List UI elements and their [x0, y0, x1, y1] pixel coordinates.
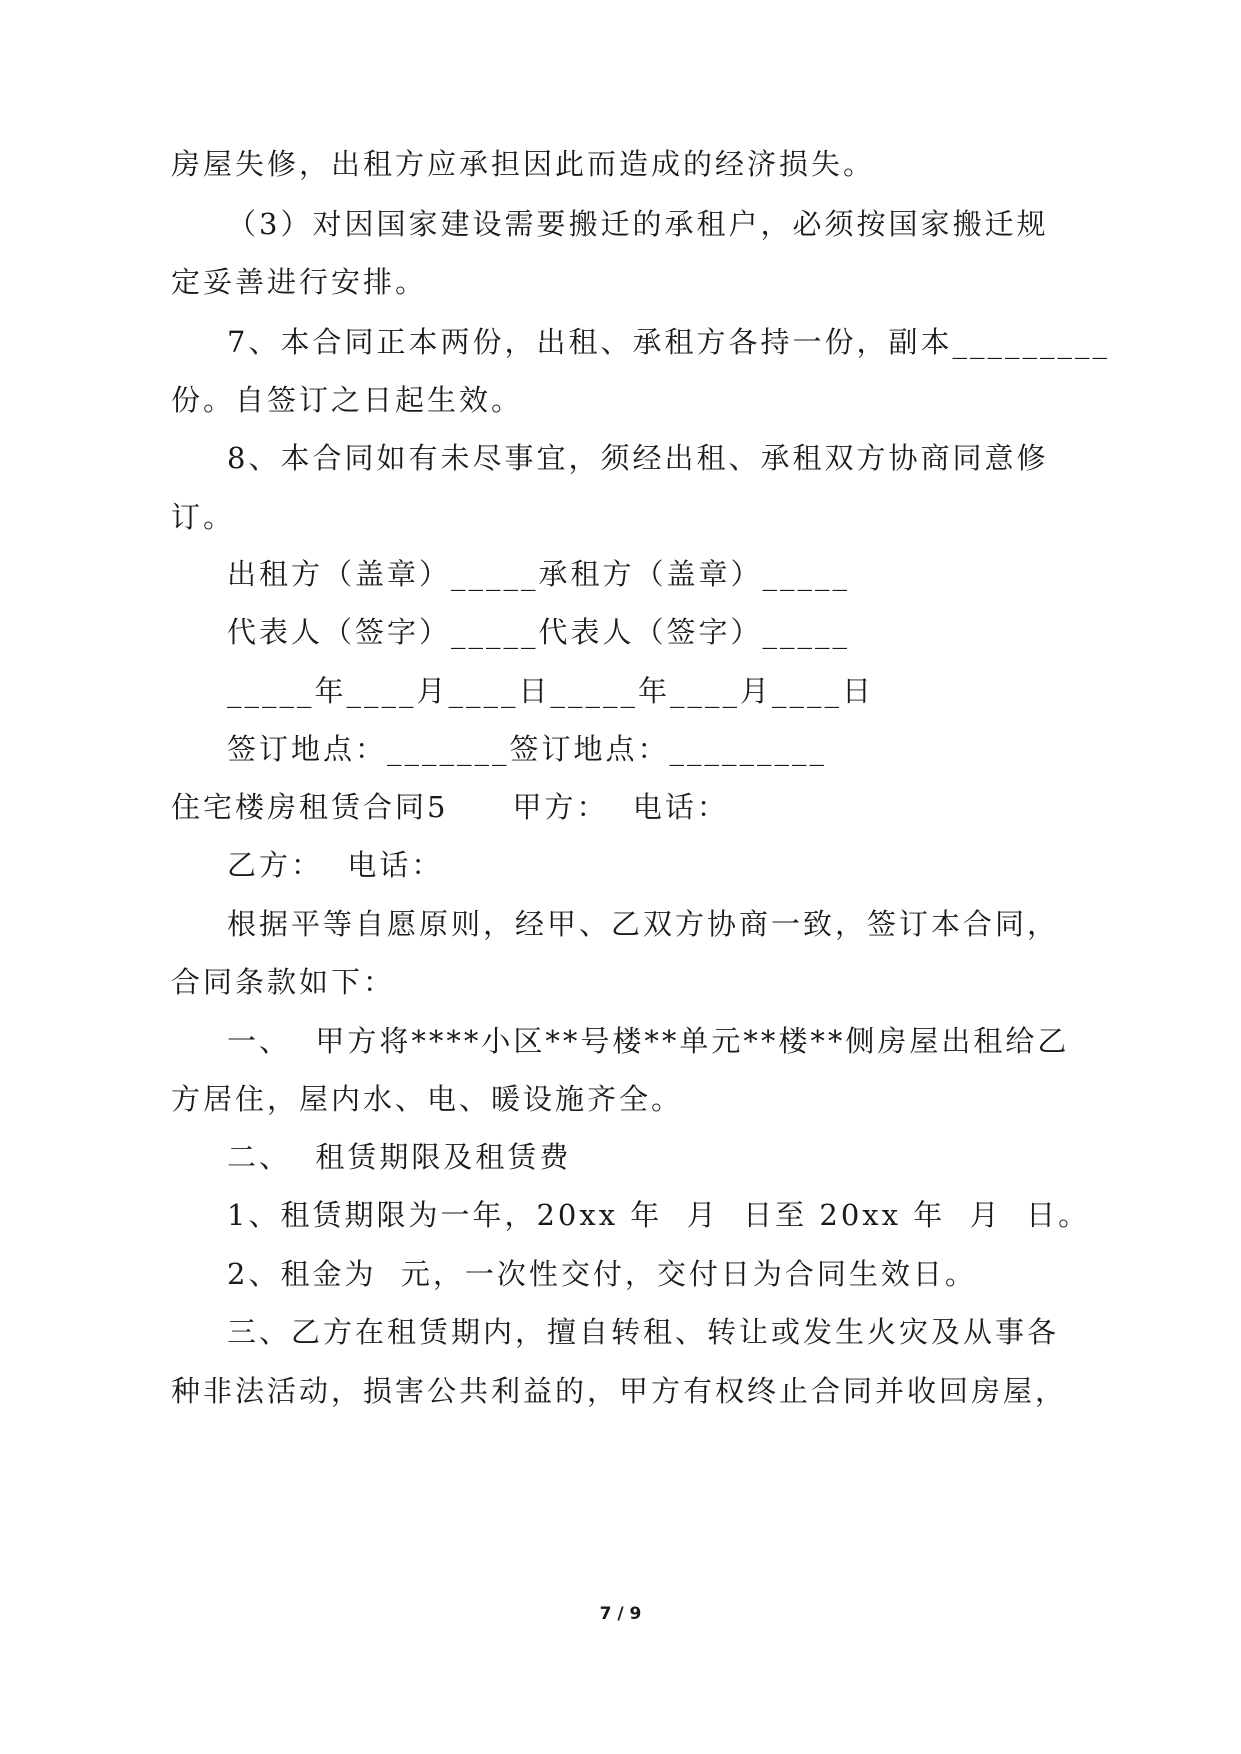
signature-line: 代表人（签字）_____代表人（签字）_____ [227, 615, 851, 649]
text-line: 份。自签订之日起生效。 [171, 383, 524, 417]
text-line: 根据平等自愿原则，经甲、乙双方协商一致，签订本合同， [227, 907, 1060, 941]
date-line: _____年____月____日_____年____月____日 [227, 674, 875, 708]
text-line: 二、 租赁期限及租赁费 [227, 1140, 572, 1174]
section-title: 住宅楼房租赁合同5 甲方： 电话： [171, 790, 729, 824]
text-line: 三、乙方在租赁期内，擅自转租、转让或发生火灾及从事各 [227, 1315, 1060, 1349]
text-line: 2、租金为 元，一次性交付，交付日为合同生效日。 [227, 1257, 977, 1291]
signature-line: 出租方（盖章）_____承租方（盖章）_____ [227, 557, 851, 591]
text-line: 种非法活动，损害公共利益的，甲方有权终止合同并收回房屋， [171, 1374, 1068, 1408]
text-line: 合同条款如下： [171, 965, 396, 999]
text-line: 房屋失修，出租方应承担因此而造成的经济损失。 [171, 147, 876, 181]
text-line: 1、租赁期限为一年，20xx 年 月 日至 20xx 年 月 日。 [227, 1198, 1091, 1232]
text-line: （3）对因国家建设需要搬迁的承租户，必须按国家搬迁规 [227, 207, 1049, 241]
text-line: 一、 甲方将****小区**号楼**单元**楼**侧房屋出租给乙 [227, 1024, 1070, 1058]
text-line: 定妥善进行安排。 [171, 265, 428, 299]
page-number: 7 / 9 [599, 1604, 642, 1624]
text-line: 乙方： 电话： [227, 848, 444, 882]
text-line: 7、本合同正本两份，出租、承租方各持一份，副本_________ [227, 325, 1110, 359]
text-line: 订。 [171, 500, 236, 534]
text-line: 8、本合同如有未尽事宜，须经出租、承租双方协商同意修 [227, 441, 1049, 475]
location-line: 签订地点：_______签订地点：_________ [227, 732, 828, 766]
text-line: 方居住，屋内水、电、暖设施齐全。 [171, 1082, 684, 1116]
